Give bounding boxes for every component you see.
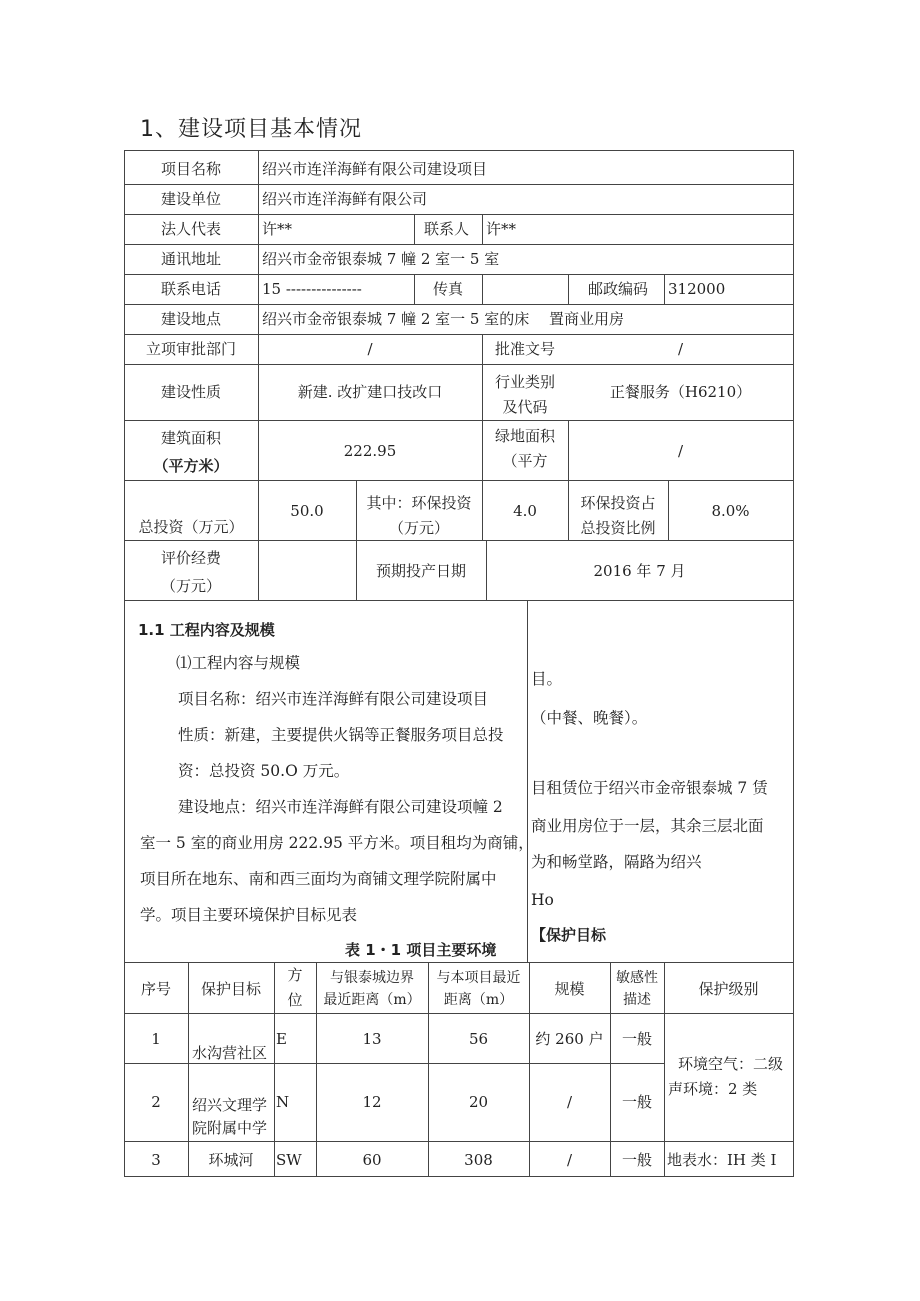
env-invest-value: 4.0 <box>513 502 537 520</box>
postcode-label: 邮政编码 <box>587 280 648 298</box>
env-ratio-label-1: 环保投资占 <box>580 494 656 512</box>
unit-label: 建设单位 <box>160 190 221 208</box>
area-label-2: （平方米） <box>153 457 229 475</box>
legal-rep-label: 法人代表 <box>160 220 221 238</box>
level-noise: 声环境：2 类 <box>668 1080 758 1098</box>
area-label-1: 建筑面积 <box>160 429 221 447</box>
subheading: ⑴工程内容与规模 <box>176 654 301 672</box>
row3-no: 3 <box>151 1151 161 1169</box>
industry-value: 正餐服务（H6210） <box>609 383 752 401</box>
th-sens-1: 敏感性 <box>616 970 658 986</box>
invest-value: 50.0 <box>290 502 324 520</box>
row1-dir: E <box>276 1030 287 1048</box>
row1-scale: 约 260 户 <box>535 1030 604 1048</box>
prod-date-value: 2016 年 7 月 <box>593 562 686 580</box>
body-line-4: 建设地点：绍兴市连洋海鲜有限公司建设项幢 2 <box>178 798 503 816</box>
green-label-1: 绿地面积 <box>494 427 555 445</box>
env-invest-label-2: （万元） <box>388 519 449 537</box>
env-ratio-label-2: 总投资比例 <box>580 519 656 537</box>
th-scale: 规模 <box>554 980 585 998</box>
row1-no: 1 <box>151 1030 161 1048</box>
body-line-1: 项目名称：绍兴市连洋海鲜有限公司建设项目 <box>178 690 489 708</box>
env-invest-label-1: 其中：环保投资 <box>366 494 472 512</box>
section-title: 1、建设项目基本情况 <box>140 117 362 142</box>
legal-rep-value: 许** <box>262 220 293 238</box>
right-line-2: （中餐、晚餐）。 <box>531 709 648 727</box>
right-line-4: 商业用房位于一层，其余三层北面 <box>531 817 764 835</box>
row1-sens: 一般 <box>621 1030 652 1048</box>
row3-dist-proj: 308 <box>464 1151 493 1169</box>
row2-dist-mall: 12 <box>362 1093 382 1111</box>
row2-target-1: 绍兴文理学 <box>192 1096 268 1114</box>
address-label: 通讯地址 <box>160 250 221 268</box>
invest-label: 总投资（万元） <box>138 518 244 536</box>
eval-fee-label-1: 评价经费 <box>160 549 221 567</box>
right-caption: 【保护目标 <box>531 926 607 944</box>
th-dist-mall-2: 最近距离（m） <box>323 992 421 1008</box>
th-no: 序号 <box>140 980 171 998</box>
contact-label: 联系人 <box>424 220 470 238</box>
row2-dist-proj: 20 <box>468 1093 489 1111</box>
th-target: 保护目标 <box>200 980 261 998</box>
row1-target: 水沟营社区 <box>192 1044 268 1062</box>
right-line-6: Ho <box>531 891 554 909</box>
phone-label: 联系电话 <box>160 280 221 298</box>
approval-no-label: 批准文号 <box>494 340 555 358</box>
green-label-2: （平方 <box>502 452 548 470</box>
th-sens-2: 描述 <box>623 992 651 1008</box>
right-line-3: 目租赁位于绍兴市金帝银泰城 7 赁 <box>531 779 768 797</box>
nature-value: 新建. 改扩建口技改口 <box>297 383 443 401</box>
body-line-3: 资：总投资 50.O 万元。 <box>178 762 350 780</box>
th-dir-2: 位 <box>287 991 303 1009</box>
project-name-label: 项目名称 <box>160 160 221 178</box>
row2-target-2: 院附属中学 <box>192 1119 268 1137</box>
row2-no: 2 <box>151 1093 161 1111</box>
row3-dist-mall: 60 <box>362 1151 382 1169</box>
th-dist-proj-2: 距离（m） <box>443 992 514 1008</box>
unit-value: 绍兴市连洋海鲜有限公司 <box>262 190 428 208</box>
fax-label: 传真 <box>432 280 463 298</box>
row2-scale: / <box>566 1093 573 1111</box>
approval-dept-label: 立项审批部门 <box>145 340 236 358</box>
body-line-6: 项目所在地东、南和西三面均为商铺文理学院附属中 <box>140 870 497 888</box>
contact-value: 许** <box>486 220 517 238</box>
th-level: 保护级别 <box>698 980 759 998</box>
row2-sens: 一般 <box>621 1093 652 1111</box>
phone-value: 15 --------------- <box>262 280 362 298</box>
address-value: 绍兴市金帝银泰城 7 幢 2 室一 5 室 <box>262 250 500 268</box>
approval-dept-value: / <box>367 340 373 358</box>
th-dist-mall-1: 与银泰城边界 <box>330 970 414 986</box>
approval-no-value: / <box>677 340 684 358</box>
row1-dist-proj: 56 <box>468 1030 489 1048</box>
th-dir-1: 方 <box>287 966 303 984</box>
level-water: 地表水：IH 类 I <box>667 1151 777 1169</box>
green-value: / <box>677 442 684 460</box>
row2-dir: N <box>276 1093 290 1111</box>
body-line-5: 室一 5 室的商业用房 222.95 平方米。项目租均为商铺， <box>140 834 534 852</box>
section-heading: 1.1 工程内容及规模 <box>138 621 275 639</box>
industry-label-1: 行业类别 <box>494 373 555 391</box>
postcode-value: 312000 <box>668 280 726 298</box>
nature-label: 建设性质 <box>160 383 221 401</box>
table-caption: 表 1・1 项目主要环境 <box>345 941 497 959</box>
row1-dist-mall: 13 <box>362 1030 382 1048</box>
prod-date-label: 预期投产日期 <box>375 562 466 580</box>
right-line-5: 为和畅堂路，隔路为绍兴 <box>531 853 702 871</box>
row3-target: 环城河 <box>208 1151 254 1169</box>
row3-scale: / <box>566 1151 573 1169</box>
body-line-2: 性质：新建，主要提供火锅等正餐服务项目总投 <box>178 726 504 744</box>
industry-label-2: 及代码 <box>502 398 548 416</box>
site-label: 建设地点 <box>160 310 221 328</box>
row3-dir: SW <box>276 1151 302 1169</box>
env-ratio-value: 8.0% <box>711 502 750 520</box>
right-line-1: 目。 <box>531 670 563 688</box>
site-value-a: 绍兴市金帝银泰城 7 幢 2 室一 5 室的床 <box>262 310 530 328</box>
area-value: 222.95 <box>343 442 397 460</box>
project-name-value: 绍兴市连洋海鲜有限公司建设项目 <box>262 160 488 178</box>
row3-sens: 一般 <box>621 1151 652 1169</box>
eval-fee-label-2: （万元） <box>160 577 221 595</box>
site-value-b: 置商业用房 <box>549 310 625 328</box>
th-dist-proj-1: 与本项目最近 <box>436 970 521 986</box>
level-air: 环境空气：二级 <box>678 1055 784 1073</box>
body-line-7: 学。项目主要环境保护目标见表 <box>140 906 358 924</box>
